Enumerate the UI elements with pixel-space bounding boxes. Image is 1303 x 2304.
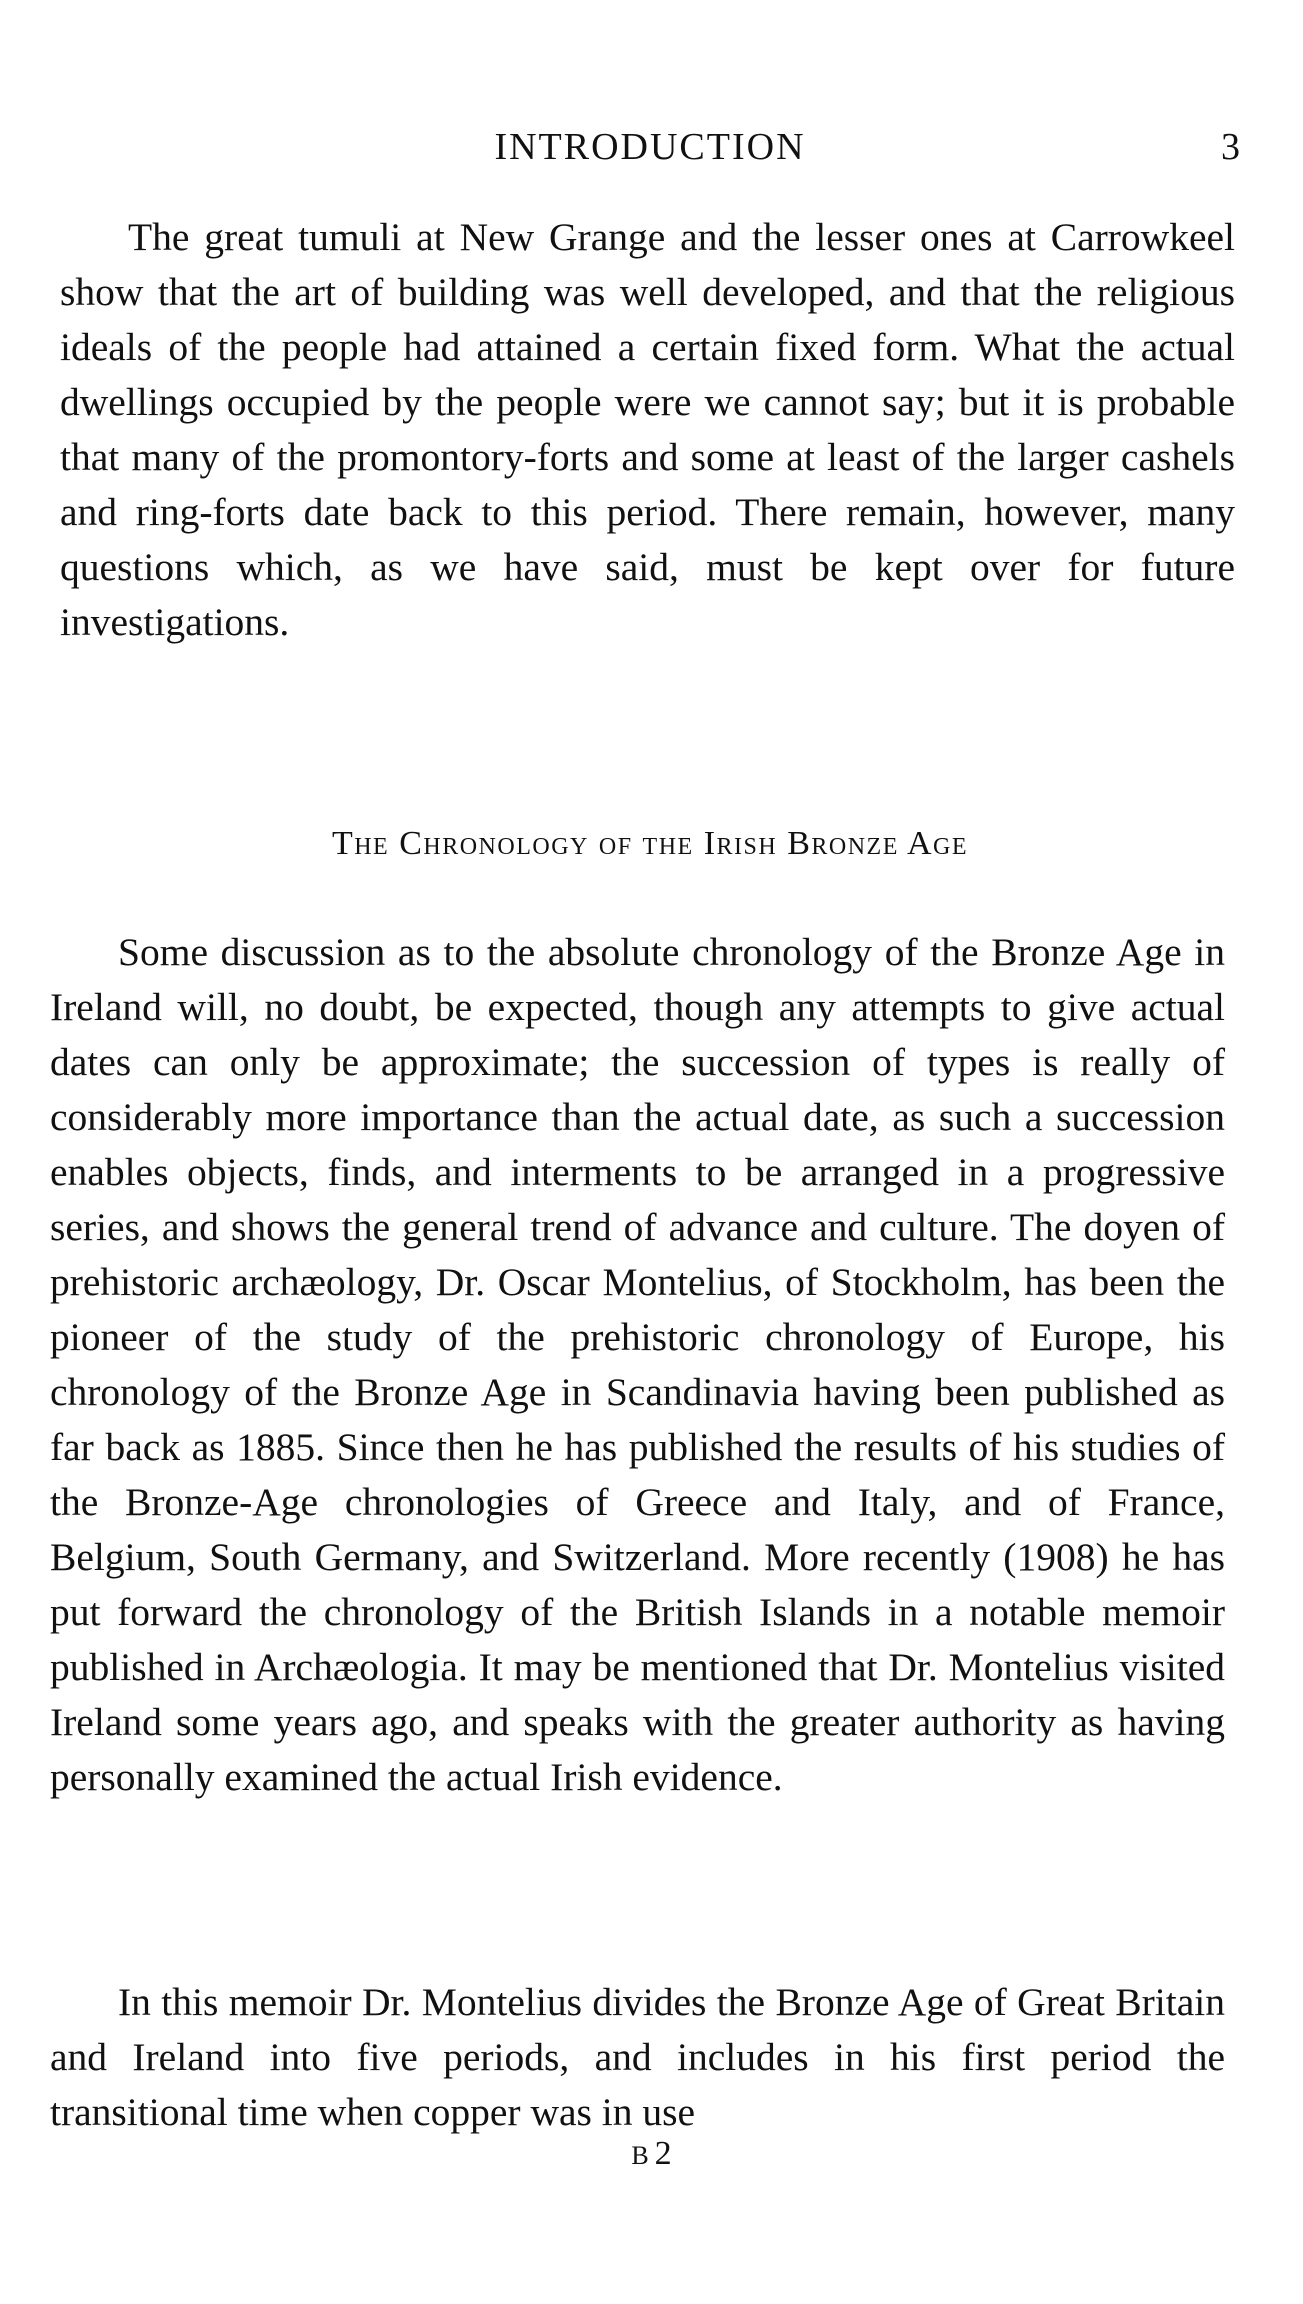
page-number: 3 — [1221, 126, 1240, 168]
signature-mark — [0, 2135, 1303, 2173]
signature-letter: B — [631, 2141, 649, 2170]
running-title: INTRODUCTION — [494, 126, 806, 168]
signature-number: 2 — [654, 2135, 672, 2172]
paragraph-chronology: Some discussion as to the absolute chronology of the Bronze Age in Ireland will, no doubt, be expected, though any attempts to give actual dates can only be approximate; the succession of types is really of considerably more importance than the actual date, as such a succession enables objects, finds, and interments to be arranged in a progressive series, and shows the general trend of advance and culture. The doyen of prehistoric archæology, Dr. Oscar Montelius, of Stockholm, has been the pioneer of the study of the prehistoric chronology of Europe, his chronology of the Bronze Age in Scandinavia having been published as far back as 1885. Since then he has published the results of his studies of the Bronze-Age chronologies of Greece and Italy, and of France, Belgium, South Germany, and Switzerland. More recently (1908) he has put forward the chronology of the British Islands in a notable memoir published in Archæologia. It may be mentioned that Dr. Montelius visited Ireland some years ago, and speaks with the greater authority as having personally examined the actual Irish evidence. — [50, 930, 1225, 1799]
running-head — [60, 125, 1240, 175]
section-heading: The Chronology of the Irish Bronze Age — [331, 825, 969, 862]
paragraph-tumuli: The great tumuli at New Grange and the lesser ones at Carrowkeel show that the art of building was well developed, and that the religious ideals of the people had attained a certain fixed form. What the actual dwellings occupied by the people were we cannot say; but it is probable that many of the promontory-forts and some at least of the larger cashels and ring-forts date back to this period. There remain, however, many questions which, as we have said, must be kept over for future investigations. — [60, 215, 1235, 644]
paragraph-memoir: In this memoir Dr. Montelius divides the Bronze Age of Great Britain and Ireland into five periods, and includes in his first period the transitional time when copper was in use — [50, 1980, 1225, 2134]
